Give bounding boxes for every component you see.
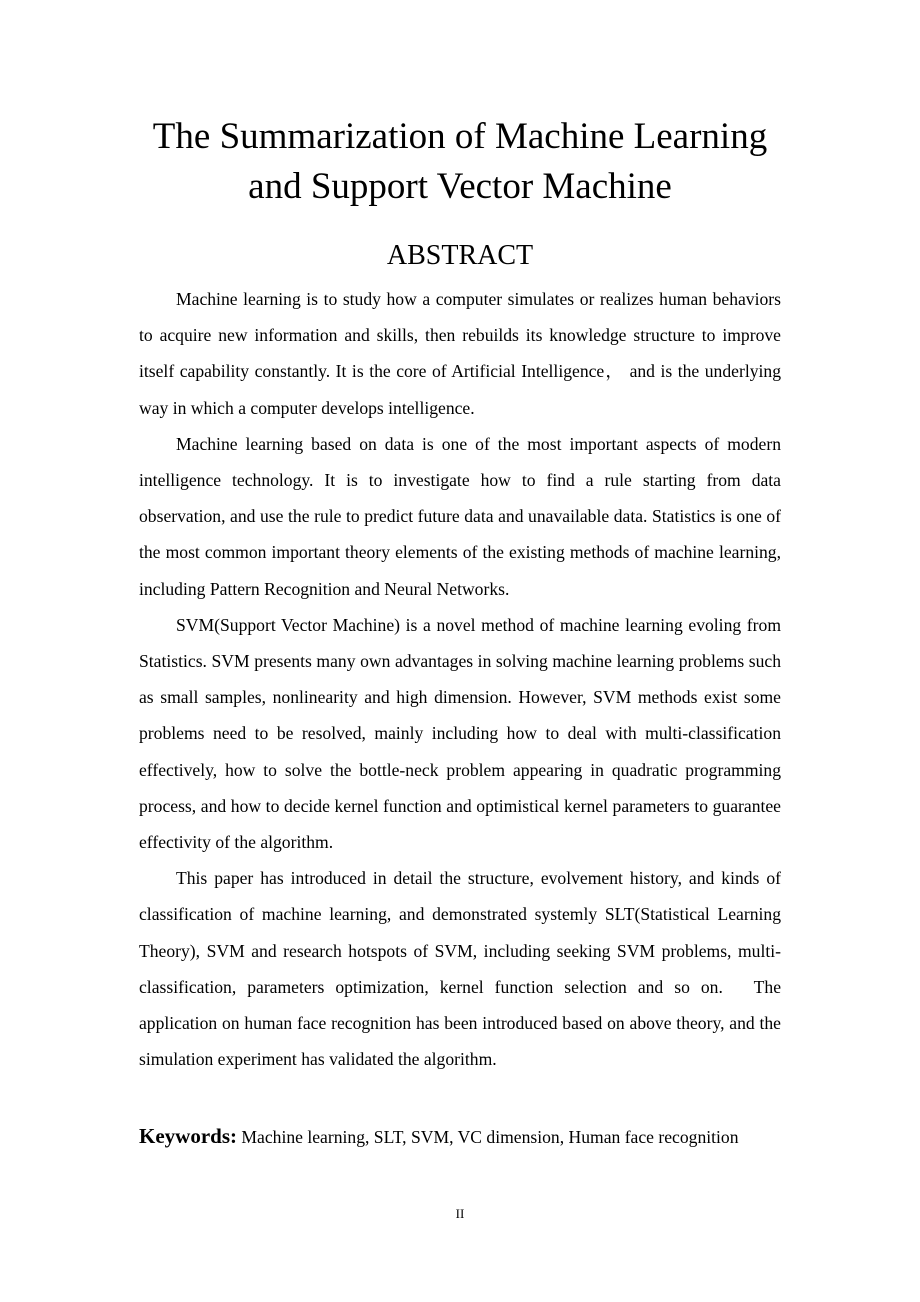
- keywords-text: Machine learning, SLT, SVM, VC dimension, Human face recognition: [241, 1127, 739, 1147]
- keywords-label: Keywords:: [139, 1124, 237, 1148]
- abstract-paragraph: SVM(Support Vector Machine) is a novel method of machine learning evoling from Statistics. SVM presents many own advantages in solving machine learning problems such as small samples, nonlinearity and high dimension. However, SVM methods exist some problems need to be resolved, mainly including how to deal with multi-classification effectively, how to solve the bottle-neck problem appearing in quadratic programming process, and how to decide kernel function and optimistical kernel parameters to guarantee effectivity of the algorithm.: [139, 614, 781, 853]
- abstract-body: [139, 281, 781, 1077]
- title-line-2: and Support Vector Machine: [248, 166, 672, 207]
- abstract-paragraph: Machine learning is to study how a computer simulates or realizes human behaviors to acquire new information and skills, then rebuilds its knowledge structure to improve itself capability constantly. It is the core of Artificial Intelligence， and is the underlying way in which a computer develops intelligence.: [139, 289, 781, 418]
- abstract-heading: ABSTRACT: [386, 240, 534, 271]
- abstract-paragraph: Machine learning based on data is one of the most important aspects of modern intelligence technology. It is to investigate how to find a rule starting from data observation, and use the rule to predict future data and unavailable data. Statistics is one of the most common important theory elements of the existing methods of machine learning, including Pattern Recognition and Neural Networks.: [139, 433, 781, 599]
- document-title: [60, 112, 860, 212]
- page-number: II: [455, 1206, 465, 1221]
- title-line-1: The Summarization of Machine Learning: [152, 116, 768, 157]
- abstract-paragraph: This paper has introduced in detail the structure, evolvement history, and kinds of classification of machine learning, and demonstrated systemly SLT(Statistical Learning Theory), SVM and research hotspots of SVM, including seeking SVM problems, multi-classification, parameters optimization, kernel function selection and so on. The application on human face recognition has been introduced based on above theory, and the simulation experiment has validated the algorithm.: [139, 868, 781, 1070]
- keywords-line: [139, 1121, 839, 1152]
